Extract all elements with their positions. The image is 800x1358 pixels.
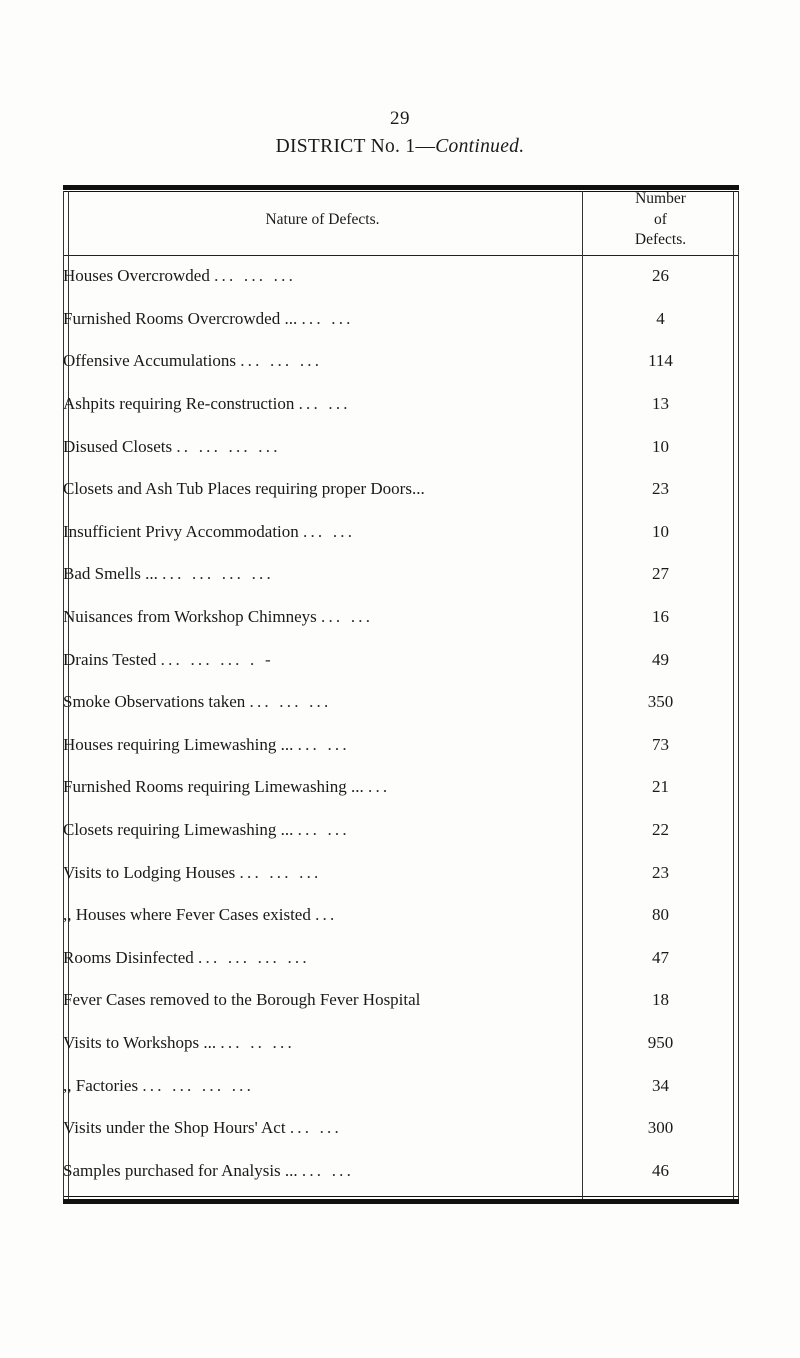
defect-count-cell: 80 — [652, 905, 669, 925]
leader-dots: ... ... ... — [239, 862, 322, 882]
table-row — [63, 681, 739, 724]
defect-name-text: Drains Tested — [63, 649, 157, 669]
defect-count-cell: 950 — [647, 1032, 674, 1052]
table-row — [63, 809, 739, 852]
defect-name-text: Visits to Workshops ... — [63, 1032, 217, 1052]
defect-count-cell: 22 — [652, 820, 669, 840]
table-row — [63, 1107, 739, 1150]
defect-name-cell — [63, 1107, 582, 1150]
defect-name-text: Insufficient Privy Accommodation — [63, 521, 299, 541]
defect-name-cell — [63, 383, 582, 426]
defect-count-cell: 34 — [652, 1075, 669, 1095]
table-row — [63, 979, 739, 1022]
table-row — [63, 596, 739, 639]
table-row — [63, 851, 739, 894]
defect-name-cell — [63, 425, 582, 468]
leader-dots: ... ... — [301, 308, 354, 328]
print-smudge — [63, 186, 739, 189]
table-row — [63, 511, 739, 554]
table-row — [63, 724, 739, 767]
table-row — [63, 766, 739, 809]
defect-name-text: Samples purchased for Analysis ... — [63, 1160, 298, 1180]
defect-name-text: Bad Smells ... — [63, 564, 158, 584]
heading-district-label: DISTRICT No. — [275, 136, 401, 157]
defect-count-cell: 10 — [652, 436, 669, 456]
table-row — [63, 298, 739, 341]
defects-table-wrapper — [63, 185, 739, 1192]
leader-dots: ... ... ... . - — [160, 649, 274, 669]
table-body — [63, 255, 739, 1192]
defect-name-text: Smoke Observations taken — [63, 692, 246, 712]
defect-count-cell: 21 — [652, 777, 669, 797]
defect-count-cell: 16 — [652, 607, 669, 627]
defect-count-cell: 300 — [647, 1118, 674, 1138]
defect-name-cell — [63, 724, 582, 767]
defect-name-text: Visits under the Shop Hours' Act — [63, 1118, 286, 1138]
column-header-number-line3: Defects. — [634, 231, 687, 249]
page-number: 29 — [390, 108, 410, 129]
defect-name-text: Houses requiring Limewashing ... — [63, 734, 294, 754]
defect-name-cell — [63, 1149, 582, 1192]
defect-name-cell — [63, 511, 582, 554]
defect-name-text: Offensive Accumulations — [63, 351, 236, 371]
defect-name-cell — [63, 468, 582, 511]
table-row — [63, 553, 739, 596]
defect-count-cell: 73 — [652, 734, 669, 754]
table-row — [63, 425, 739, 468]
table-bottom-rule — [63, 1199, 739, 1204]
leader-dots: ... — [368, 777, 391, 797]
defect-count-cell: 23 — [652, 479, 669, 499]
leader-dots: ... ... — [297, 820, 350, 840]
leader-dots: ... ... ... — [214, 266, 297, 286]
table-row — [63, 340, 739, 383]
defect-name-cell — [63, 1022, 582, 1065]
table-row — [63, 1149, 739, 1192]
leader-dots: ... ... ... — [249, 692, 332, 712]
defects-table — [63, 185, 739, 1192]
page-heading — [0, 136, 800, 158]
defect-count-cell: 350 — [647, 692, 674, 712]
defect-count-cell: 47 — [652, 947, 669, 967]
defect-name-text: Houses Overcrowded — [63, 266, 210, 286]
defect-name-text: Ashpits requiring Re-construction — [63, 394, 295, 414]
table-row — [63, 1022, 739, 1065]
defect-name-text: Nuisances from Workshop Chimneys — [63, 607, 317, 627]
table-bottom-rule-thin — [63, 1196, 739, 1197]
defect-name-cell — [63, 937, 582, 980]
defect-count-cell: 18 — [652, 990, 669, 1010]
leader-dots: ... ... — [303, 521, 356, 541]
leader-dots: ... ... — [301, 1160, 355, 1180]
defect-name-cell — [63, 894, 582, 937]
defect-name-cell — [63, 766, 582, 809]
defect-name-cell — [63, 340, 582, 383]
defect-name-text: Closets and Ash Tub Places requiring proper Doors... — [63, 479, 425, 499]
defect-name-cell — [63, 553, 582, 596]
defect-name-text: ,, Factories — [63, 1075, 139, 1095]
table-row — [63, 1064, 739, 1107]
defect-name-text: ,, Houses where Fever Cases existed — [63, 905, 311, 925]
defect-name-cell — [63, 298, 582, 341]
defect-count-cell: 13 — [652, 394, 669, 414]
defect-name-text: Disused Closets — [63, 436, 173, 456]
defect-name-text: Closets requiring Limewashing ... — [63, 820, 294, 840]
defect-count-cell: 10 — [652, 521, 669, 541]
leader-dots: ... .. ... — [220, 1032, 295, 1052]
defect-name-cell — [63, 979, 582, 1022]
defect-name-text: Furnished Rooms requiring Limewashing ... — [63, 777, 364, 797]
leader-dots: ... ... ... — [240, 351, 323, 371]
defect-name-cell — [63, 638, 582, 681]
column-header-number-line2: of — [654, 210, 667, 228]
table-row — [63, 937, 739, 980]
table-row — [63, 894, 739, 937]
leader-dots: ... — [315, 905, 338, 925]
defect-name-cell — [63, 255, 582, 298]
defect-name-text: Fever Cases removed to the Borough Fever Hospital — [63, 990, 421, 1010]
leader-dots: ... ... — [289, 1118, 342, 1138]
leader-dots: ... ... ... ... — [198, 947, 310, 967]
defect-name-cell — [63, 681, 582, 724]
defect-name-text: Visits to Lodging Houses — [63, 862, 236, 882]
defect-name-text: Furnished Rooms Overcrowded ... — [63, 308, 298, 328]
table-row — [63, 638, 739, 681]
defect-name-text: Rooms Disinfected — [63, 947, 194, 967]
defect-name-cell — [63, 596, 582, 639]
column-header-nature: Nature of Defects. — [265, 211, 380, 228]
defect-count-cell: 26 — [652, 266, 669, 286]
table-header — [63, 185, 739, 255]
defect-name-cell — [63, 809, 582, 852]
defect-count-cell: 46 — [652, 1160, 669, 1180]
defect-name-cell — [63, 1064, 582, 1107]
defect-count-cell: 49 — [652, 649, 669, 669]
defect-count-cell: 23 — [652, 862, 669, 882]
leader-dots: ... ... — [298, 394, 351, 414]
defect-count-cell: 4 — [656, 308, 665, 328]
defect-count-cell: 27 — [652, 564, 669, 584]
table-row — [63, 468, 739, 511]
leader-dots: ... ... — [321, 607, 374, 627]
column-header-number-line1: Number — [635, 190, 686, 208]
column-header-number — [582, 185, 739, 255]
table-row — [63, 383, 739, 426]
heading-continued: Continued. — [435, 136, 525, 157]
leader-dots: .. ... ... ... — [176, 436, 281, 456]
leader-dots: ... ... ... ... — [142, 1075, 255, 1095]
defect-count-cell: 114 — [648, 351, 673, 371]
table-row — [63, 255, 739, 298]
leader-dots: ... ... — [297, 734, 350, 754]
defect-name-cell — [63, 851, 582, 894]
leader-dots: ... ... ... ... — [162, 564, 274, 584]
heading-district-number: 1— — [405, 136, 436, 157]
